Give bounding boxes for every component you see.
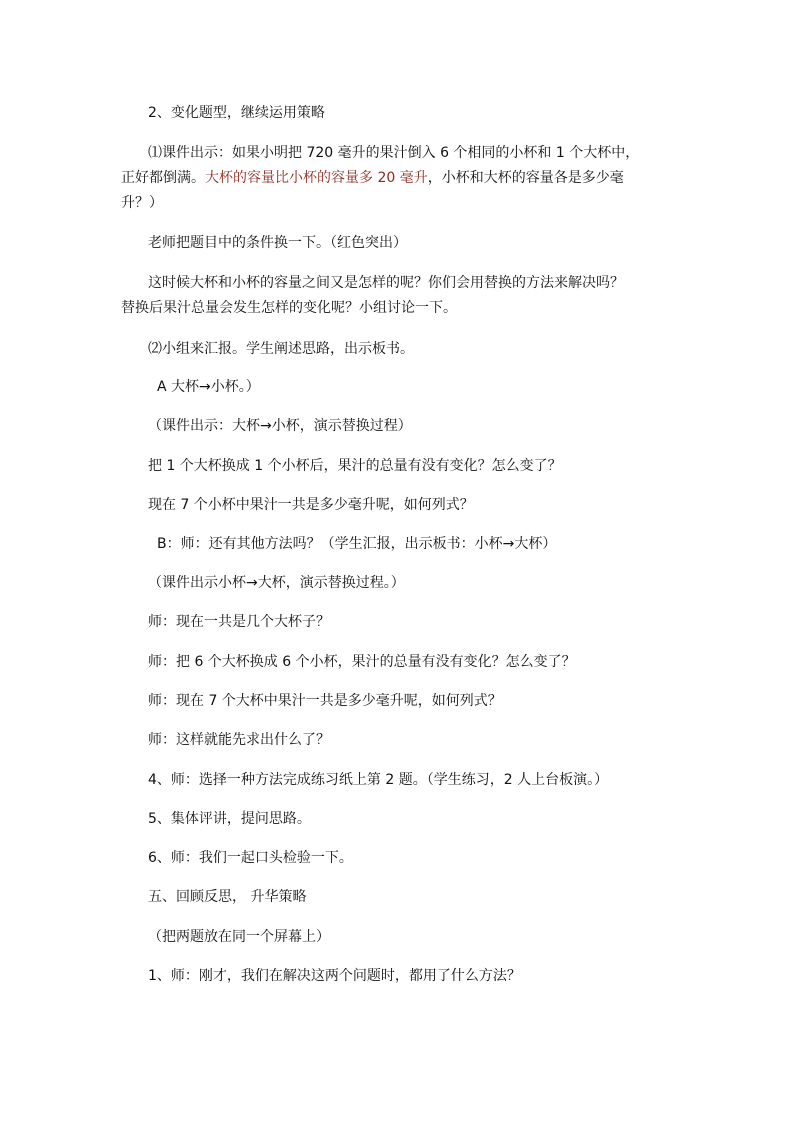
paragraph-16: 5、集体评讲，提问思路。 xyxy=(148,811,311,827)
section-heading-5: 五、回顾反思， 升华策略 xyxy=(148,889,307,905)
paragraph-14: 师：这样就能先求出什么了？ xyxy=(148,732,330,748)
paragraph-10: （课件出示小杯→大杯，演示替换过程。） xyxy=(148,575,405,591)
paragraph-3-line-2: 替换后果汁总量会发生怎样的变化呢？小组讨论一下。 xyxy=(121,300,457,316)
paragraph-1-line-1: ⑴课件出示：如果小明把 720 毫升的果汁倒入 6 个相同的小杯和 1 个大杯中， xyxy=(148,145,640,161)
paragraph-17: 6、师：我们一起口头检验一下。 xyxy=(148,850,353,866)
paragraph-15: 4、师：选择一种方法完成练习纸上第 2 题。（学生练习，2 人上台板演。） xyxy=(148,772,609,788)
paragraph-12: 师：把 6 个大杯换成 6 个小杯，果汁的总量有没有变化？怎么变了？ xyxy=(148,654,576,670)
paragraph-1-line-2 xyxy=(121,168,624,188)
paragraph-1-highlight-red: 大杯的容量比小杯的容量多 20 毫升 xyxy=(205,170,428,186)
paragraph-11: 师：现在一共是几个大杯子？ xyxy=(148,614,330,630)
paragraph-8: 现在 7 个小杯中果汁一共是多少毫升呢，如何列式？ xyxy=(148,497,474,513)
paragraph-2: 老师把题目中的条件换一下。（红色突出） xyxy=(148,235,407,251)
paragraph-1-line-3: 升？） xyxy=(121,195,163,211)
paragraph-18: （把两题放在同一个屏幕上） xyxy=(148,929,330,945)
paragraph-4: ⑵小组来汇报。学生阐述思路，出示板书。 xyxy=(148,341,414,357)
paragraph-1-rest: ，小杯和大杯的容量各是多少毫 xyxy=(427,170,624,186)
paragraph-7: 把 1 个大杯换成 1 个小杯后，果汁的总量有没有变化？怎么变了？ xyxy=(148,458,562,474)
paragraph-6: （课件出示：大杯→小杯，演示替换过程） xyxy=(148,418,412,434)
paragraph-1-plain: 正好都倒满。 xyxy=(121,170,205,186)
paragraph-19: 1、师：刚才，我们在解决这两个问题时，都用了什么方法？ xyxy=(148,968,521,984)
paragraph-9: B：师：还有其他方法吗？（学生汇报，出示板书：小杯→大杯） xyxy=(157,536,557,552)
section-heading-2: 2、变化题型，继续运用策略 xyxy=(148,105,325,121)
paragraph-3-line-1: 这时候大杯和小杯的容量之间又是怎样的呢？你们会用替换的方法来解决吗？ xyxy=(148,275,624,291)
paragraph-13: 师：现在 7 个大杯中果汁一共是多少毫升呢，如何列式？ xyxy=(148,693,502,709)
paragraph-5: A 大杯→小杯。） xyxy=(157,379,260,395)
